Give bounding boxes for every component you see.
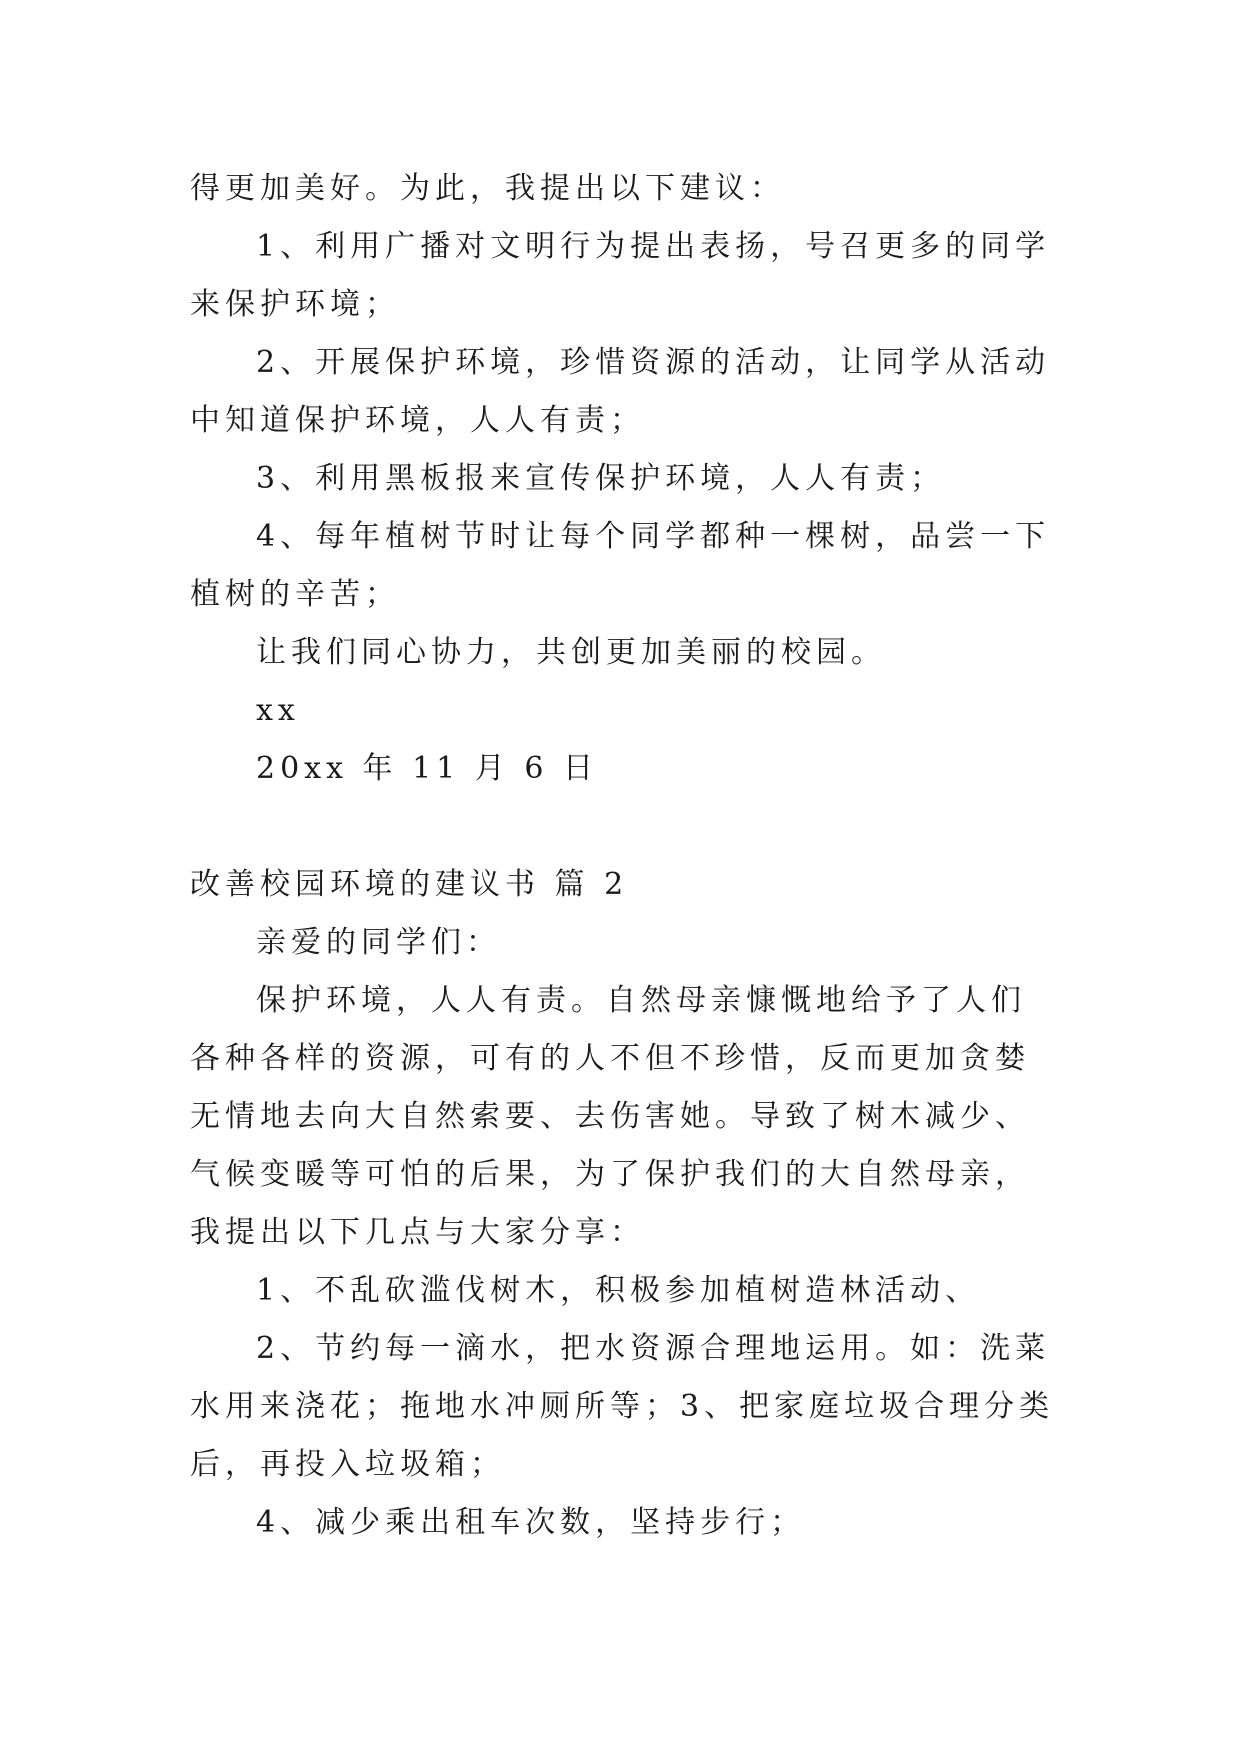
suggestion-item: 1、利用广播对文明行为提出表扬，号召更多的同学来保护环境； bbox=[190, 229, 1051, 322]
section-title: 改善校园环境的建议书 篇 2 bbox=[190, 867, 629, 902]
salutation: 亲爱的同学们： bbox=[256, 925, 501, 960]
signature: xx bbox=[256, 693, 300, 728]
document-page bbox=[190, 160, 1056, 1552]
suggestion-item: 2、节约每一滴水，把水资源合理地运用。如：洗菜水用来浇花；拖地水冲厕所等；3、把家庭垃圾合理分类后，再投入垃圾箱； bbox=[190, 1331, 1055, 1482]
paragraph-intro-tail: 得更加美好。为此，我提出以下建议： bbox=[190, 171, 785, 206]
suggestion-item: 3、利用黑板报来宣传保护环境，人人有责； bbox=[256, 461, 946, 496]
closing-line: 让我们同心协力，共创更加美丽的校园。 bbox=[256, 635, 886, 670]
date-line: 20xx 年 11 月 6 日 bbox=[256, 751, 598, 786]
suggestion-item: 4、每年植树节时让每个同学都种一棵树，品尝一下植树的辛苦； bbox=[190, 519, 1051, 612]
suggestion-item: 1、不乱砍滥伐树木，积极参加植树造林活动、 bbox=[256, 1273, 981, 1308]
suggestion-item: 2、开展保护环境，珍惜资源的活动，让同学从活动中知道保护环境，人人有责； bbox=[190, 345, 1051, 438]
suggestion-item: 4、减少乘出租车次数，坚持步行； bbox=[256, 1505, 806, 1540]
body-paragraph: 保护环境，人人有责。自然母亲慷慨地给予了人们各种各样的资源，可有的人不但不珍惜，反而更加贪婪无情地去向大自然索要、去伤害她。导致了树木减少、气候变暖等可怕的后果，为了保护我们的大自然母亲，我提出以下几点与大家分享： bbox=[190, 983, 1030, 1250]
